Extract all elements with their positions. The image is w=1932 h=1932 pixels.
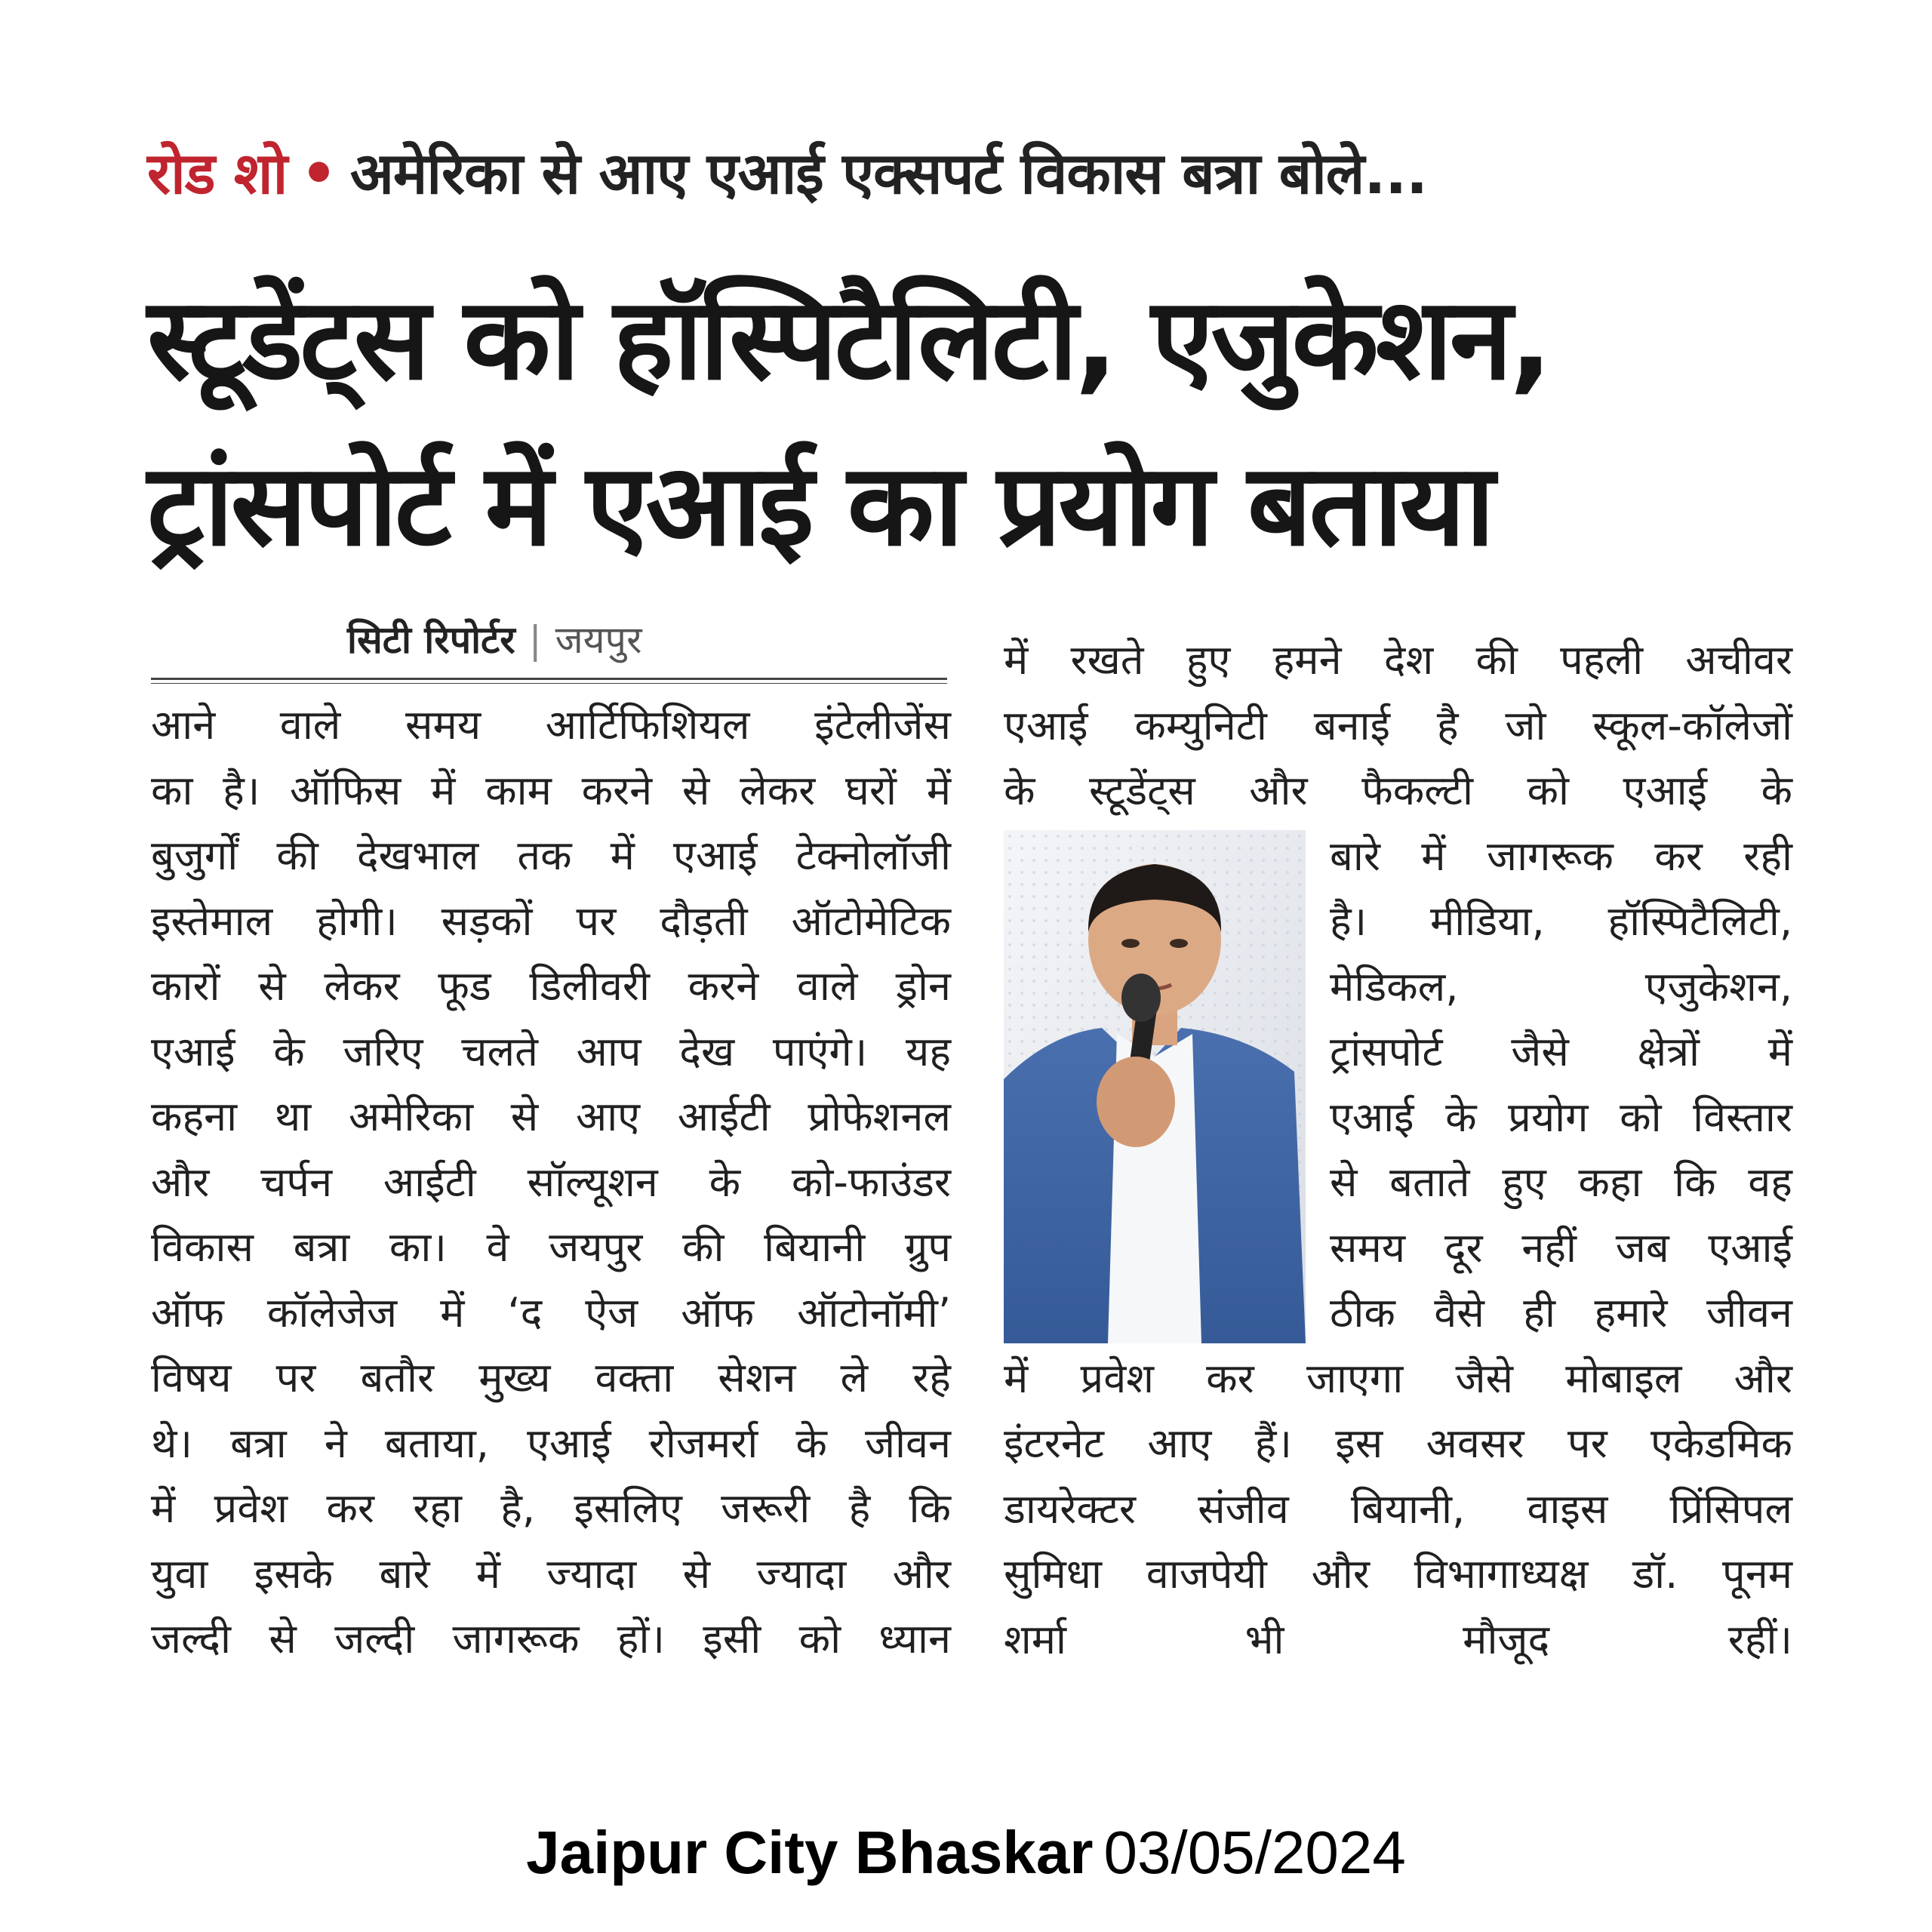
photo-row [1004, 824, 1792, 1346]
photo-wrap-text [1330, 824, 1792, 1346]
byline-reporter: सिटी रिपोर्टर [347, 618, 515, 662]
article-line: आने वाले समय आर्टिफिशियल इंटेलीजेंस [151, 701, 951, 749]
article-line: का है। ऑफिस में काम करने से लेकर घरों में [151, 766, 951, 814]
article-line: ऑफ कॉलेजेज में ‘द ऐज ऑफ ऑटोनॉमी’ [151, 1288, 951, 1337]
article-line: जल्दी से जल्दी जागरूक हों। इसी को ध्यान [151, 1615, 951, 1663]
article-column-2 [1004, 628, 1792, 1672]
column-rule [151, 678, 947, 684]
article-line: कहना था अमेरिका से आए आईटी प्रोफेशनल [151, 1093, 951, 1140]
article-line: है। मीडिया, हॉस्पिटैलिटी, [1330, 897, 1792, 945]
article-line: युवा इसके बारे में ज्यादा से ज्यादा और [151, 1549, 951, 1598]
article-line: शर्मा भी मौजूद रहीं। [1004, 1615, 1792, 1663]
source-credit [0, 1811, 1932, 1894]
article-line: मेडिकल, एजुकेशन, [1330, 962, 1792, 1011]
article-line: कारों से लेकर फूड डिलीवरी करने वाले ड्रोन [151, 962, 951, 1010]
kicker-label: रोड शो [147, 140, 288, 207]
kicker-text: अमेरिका से आए एआई एक्सपर्ट विकास बत्रा बोले... [349, 140, 1427, 207]
article-line: डायरेक्टर संजीव बियानी, वाइस प्रिंसिपल [1004, 1484, 1792, 1533]
article-line: विकास बत्रा का। वे जयपुर की बियानी ग्रुप [151, 1223, 951, 1271]
byline-city: जयपुर [555, 618, 642, 662]
article-line: में प्रवेश कर जाएगा जैसे मोबाइल और [1004, 1354, 1792, 1402]
kicker [147, 132, 1807, 215]
article-line: के स्टूडेंट्स और फैकल्टी को एआई के [1004, 767, 1792, 814]
column-2-bottom-text [1004, 1346, 1792, 1673]
article-line: ट्रांसपोर्ट जैसे क्षेत्रों में [1330, 1028, 1792, 1075]
byline-separator: | [528, 618, 542, 662]
article-line: थे। बत्रा ने बताया, एआई रोजमर्रा के जीवन [151, 1419, 951, 1467]
column-2-top-text [1004, 628, 1792, 824]
article-line: ठीक वैसे ही हमारे जीवन [1330, 1289, 1792, 1337]
article-line: एआई कम्युनिटी बनाई है जो स्कूल-कॉलेजों [1004, 701, 1792, 749]
article-line: विषय पर बतौर मुख्य वक्ता सेशन ले रहे [151, 1354, 951, 1401]
article-line: में रखते हुए हमने देश की पहली अचीवर [1004, 636, 1792, 684]
publication-date: 03/05/2024 [1103, 1819, 1406, 1886]
article-line: इस्तेमाल होगी। सड़कों पर दौड़ती ऑटोमेटिक [151, 897, 951, 945]
article-column-1 [151, 693, 951, 1672]
article-line: से बताते हुए कहा कि वह [1330, 1158, 1792, 1206]
article-line: एआई के प्रयोग को विस्तार [1330, 1093, 1792, 1141]
article-line: बारे में जागरूक कर रही [1330, 832, 1792, 880]
headline-line-2: ट्रांसपोर्ट में एआई का प्रयोग बताया [147, 440, 1492, 571]
kicker-separator: • [300, 140, 337, 207]
article-line: बुजुर्गों की देखभाल तक में एआई टेक्नोलॉजी [151, 832, 951, 879]
publication-name: Jaipur City Bhaskar [526, 1819, 1094, 1886]
article-line: में प्रवेश कर रहा है, इसलिए जरूरी है कि [151, 1484, 951, 1532]
article-line: और चर्पन आईटी सॉल्यूशन के को-फाउंडर [151, 1158, 951, 1206]
headline [147, 257, 1823, 589]
article-line: समय दूर नहीं जब एआई [1330, 1223, 1792, 1272]
speaker-photo [1004, 830, 1306, 1343]
headline-line-1: स्टूडेंट्स को हॉस्पिटैलिटी, एजुकेशन, [147, 274, 1550, 405]
column-1-text [151, 693, 951, 1672]
article-line: एआई के जरिए चलते आप देख पाएंगे। यह [151, 1027, 951, 1075]
article-line: इंटरनेट आए हैं। इस अवसर पर एकेडमिक [1004, 1420, 1792, 1467]
byline [347, 610, 642, 670]
article-line: सुमिधा वाजपेयी और विभागाध्यक्ष डॉ. पूनम [1004, 1550, 1792, 1598]
